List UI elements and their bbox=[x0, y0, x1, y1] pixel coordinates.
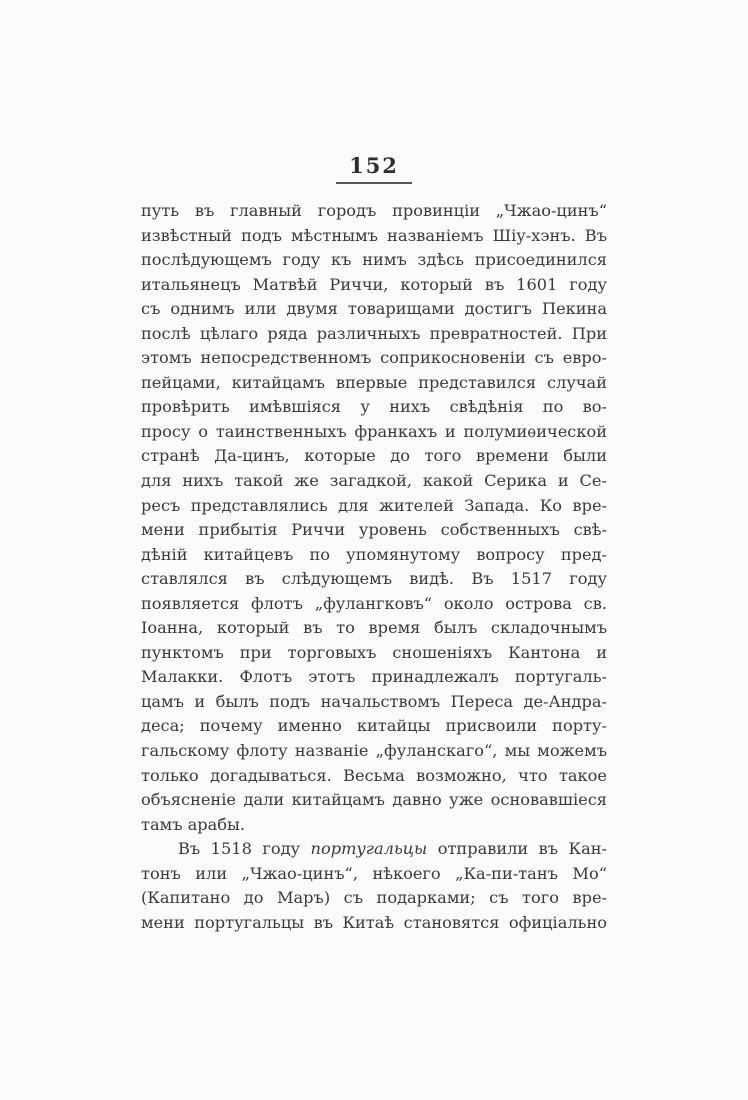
text-line: послѣдующемъ году къ нимъ здѣсь присоединился bbox=[141, 250, 607, 270]
text-line: послѣ цѣлаго ряда различныхъ превратностей. При bbox=[141, 323, 607, 343]
text-line: ставлялся въ слѣдующемъ видѣ. Въ 1517 году bbox=[141, 569, 607, 589]
paragraph-2 bbox=[141, 837, 607, 935]
text-line: извѣстный подъ мѣстнымъ названіемъ Шіу-хэнъ. Въ bbox=[141, 225, 607, 245]
italic-term: португальцы bbox=[310, 839, 428, 859]
text-segment: отправили въ Кан- bbox=[427, 839, 607, 859]
text-line: мени португальцы въ Китаѣ становятся офиціально bbox=[141, 912, 607, 932]
text-line: этомъ непосредственномъ соприкосновеніи съ евро- bbox=[141, 348, 607, 368]
text-line: гальскому флоту названіе „фуланскаго“, мы можемъ bbox=[141, 741, 607, 761]
body-text bbox=[141, 199, 607, 935]
text-line: (Капитано до Маръ) съ подарками; съ того вре- bbox=[141, 888, 607, 908]
text-line: для нихъ такой же загадкой, какой Серика и Се- bbox=[141, 471, 607, 491]
paragraph-1 bbox=[141, 199, 607, 837]
text-line: съ однимъ или двумя товарищами достигъ Пекина bbox=[141, 299, 607, 319]
text-segment: Въ 1518 году bbox=[178, 839, 311, 859]
text-line: ресъ представлялись для жителей Запада. Ко вре- bbox=[141, 495, 607, 515]
text-line: появляется флотъ „фулангковъ“ около острова св. bbox=[141, 593, 607, 613]
text-line: объясненіе дали китайцамъ давно уже основавшіеся bbox=[141, 790, 607, 810]
text-line: мени прибытія Риччи уровень собственныхъ свѣ- bbox=[141, 520, 607, 540]
text-line: деса; почему именно китайцы присвоили порту- bbox=[141, 716, 607, 736]
text-line: Малакки. Флотъ этотъ принадлежалъ португаль- bbox=[141, 667, 607, 687]
page-header bbox=[0, 153, 748, 184]
text-line: дѣній китайцевъ по упомянутому вопросу пред- bbox=[141, 544, 607, 564]
text-line: пейцами, китайцамъ впервые представился случай bbox=[141, 372, 607, 392]
text-line: провѣрить имѣвшіяся у нихъ свѣдѣнія по во- bbox=[141, 397, 607, 417]
text-line: цамъ и былъ подъ начальствомъ Переса де-Андра- bbox=[141, 691, 607, 711]
text-line: итальянецъ Матвѣй Риччи, который въ 1601 году bbox=[141, 274, 607, 294]
page-number-rule bbox=[336, 182, 412, 184]
text-line: путь въ главный городъ провинціи „Чжао-цинъ“ bbox=[141, 201, 607, 220]
text-line: тонъ или „Чжао-цинъ“, нѣкоего „Ка-пи-танъ Мо“ bbox=[141, 863, 607, 883]
text-line: только догадываться. Весьма возможно, что такое bbox=[141, 765, 607, 785]
text-line: пунктомъ при торговыхъ сношеніяхъ Кантона и bbox=[141, 642, 607, 662]
text-line: Іоанна, который въ то время былъ складочнымъ bbox=[141, 618, 607, 638]
page-number: 152 bbox=[349, 153, 399, 178]
text-line bbox=[141, 837, 607, 862]
text-line: странѣ Да-цинъ, которые до того времени были bbox=[141, 446, 607, 466]
text-line: просу о таинственныхъ франкахъ и полумиѳической bbox=[141, 421, 607, 441]
text-line: тамъ арабы. bbox=[141, 814, 246, 834]
